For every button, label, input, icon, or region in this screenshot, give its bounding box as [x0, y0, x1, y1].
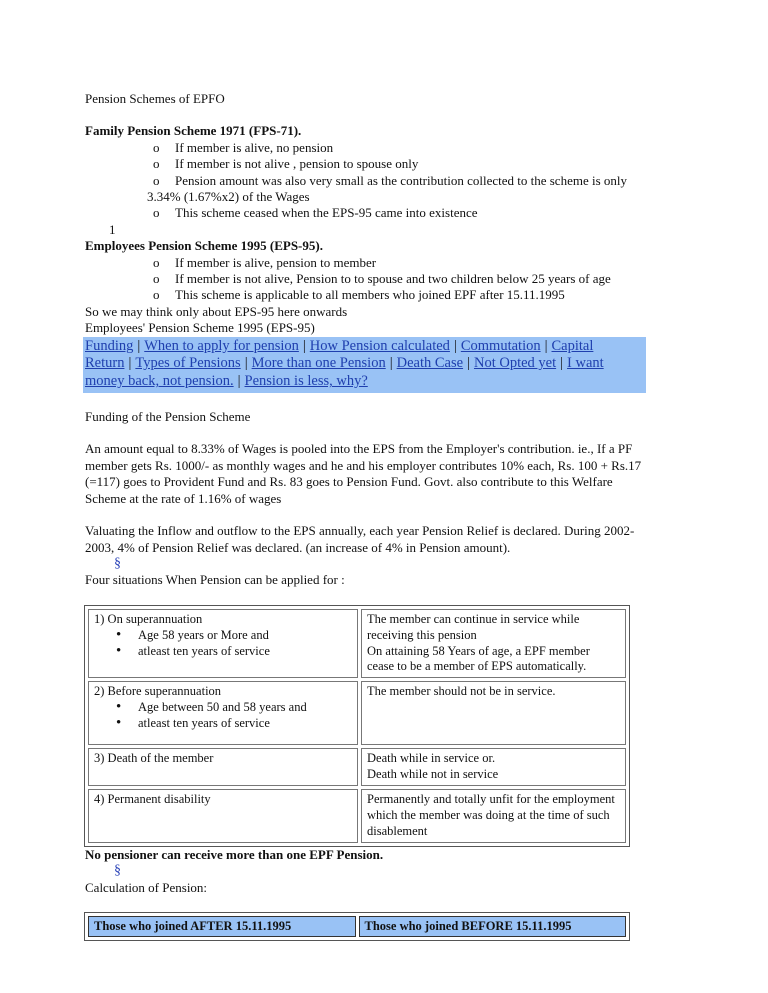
nav-link-pension-less[interactable]: Pension is less, why? — [244, 373, 368, 390]
table-row — [88, 789, 626, 843]
nav-link-funding[interactable]: Funding — [85, 337, 134, 354]
nav-separator: | — [560, 355, 564, 372]
table-row — [88, 748, 626, 786]
footnote-number: 1 — [109, 221, 116, 237]
table-cell — [361, 789, 626, 843]
list-item: • atleast ten years of service — [116, 716, 352, 732]
funding-heading: Funding of the Pension Scheme — [85, 409, 251, 425]
calculation-heading: Calculation of Pension: — [85, 879, 208, 895]
table-cell — [88, 789, 358, 843]
fps-list-tail — [85, 205, 645, 221]
list-item: o If member is alive, no pension — [153, 140, 645, 156]
nav-link-types[interactable]: Types of Pensions — [135, 355, 241, 372]
list-item: o If member is not alive, Pension to to spouse and two children below 25 years of age — [153, 271, 645, 287]
nav-link-commutation[interactable]: Commutation — [460, 337, 541, 354]
table-row — [88, 916, 626, 936]
cell-text: Permanently and totally unfit for the employment which the member was doing at the time of such disablement — [367, 792, 615, 838]
page-title: Pension Schemes of EPFO — [85, 91, 225, 106]
nav-link-capital-return[interactable]: Capital Return — [85, 337, 594, 372]
nav-separator: | — [389, 355, 393, 372]
table-cell — [361, 681, 626, 745]
nav-link-when-apply[interactable]: When to apply for pension — [144, 337, 299, 354]
eps-heading: Employees Pension Scheme 1995 (EPS-95). — [85, 238, 323, 254]
table-cell — [361, 748, 626, 786]
table-cell — [88, 748, 358, 786]
nav-separator: | — [128, 355, 132, 372]
situations-table — [84, 605, 630, 847]
row-title: 2) Before superannuation — [94, 684, 222, 699]
table-cell — [88, 681, 358, 745]
fps-item-continuation: 3.34% (1.67%x2) of the Wages — [147, 189, 310, 205]
list-item: • Age 58 years or More and — [116, 628, 352, 644]
section-anchor-link[interactable]: § — [114, 555, 121, 571]
row-title: 3) Death of the member — [94, 751, 214, 766]
nav-separator: | — [237, 373, 241, 390]
list-item: • Age between 50 and 58 years and — [116, 700, 352, 716]
section-anchor-link[interactable]: § — [114, 863, 121, 879]
eps-note: So we may think only about EPS-95 here onwards — [85, 303, 348, 319]
cell-text: Death while in service or. — [367, 751, 496, 766]
nav-link-death-case[interactable]: Death Case — [396, 355, 464, 372]
cell-text: The member should not be in service. — [367, 684, 556, 699]
nav-separator: | — [244, 355, 248, 372]
eps-list — [85, 255, 645, 304]
nav-separator: | — [453, 337, 457, 354]
nav-link-more-than-one[interactable]: More than one Pension — [251, 355, 386, 372]
nav-link-money-back[interactable]: I want money back, not pension. — [85, 355, 604, 390]
list-item: • atleast ten years of service — [116, 644, 352, 660]
nav-link-bar — [83, 337, 646, 393]
single-pension-note: No pensioner can receive more than one EPF Pension. — [85, 846, 384, 862]
nav-separator: | — [302, 337, 306, 354]
nav-separator: | — [544, 337, 548, 354]
cell-text: The member can continue in service while receiving this pension — [367, 611, 580, 642]
eps-title-line: Employees' Pension Scheme 1995 (EPS-95) — [85, 320, 315, 336]
bullet-list — [94, 700, 352, 732]
cell-text: On attaining 58 Years of age, a EPF member cease to be a member of EPS automatically. — [367, 643, 590, 674]
nav-separator: | — [467, 355, 470, 372]
nav-link-how-calculated[interactable]: How Pension calculated — [309, 337, 450, 354]
list-item: o This scheme ceased when the EPS-95 came into existence — [153, 205, 645, 221]
nav-separator: | — [137, 337, 141, 354]
list-item: o If member is alive, pension to member — [153, 255, 645, 271]
table-row — [88, 609, 626, 679]
pension-relief-paragraph: Valuating the Inflow and outflow to the EPS annually, each year Pension Relief is declared. During 2002-2003, 4% of Pension Relief was declared. (an increase of 4% in Pension amount). — [85, 523, 635, 555]
list-item: o If member is not alive , pension to spouse only — [153, 156, 645, 172]
document-page — [85, 91, 645, 941]
fps-list — [85, 140, 645, 189]
bullet-list — [94, 628, 352, 660]
list-item: o Pension amount was also very small as the contribution collected to the scheme is only — [153, 173, 645, 189]
column-header-after: Those who joined AFTER 15.11.1995 — [88, 916, 356, 936]
table-cell — [88, 609, 358, 679]
funding-paragraph: An amount equal to 8.33% of Wages is pooled into the EPS from the Employer's contribution. ie., If a PF member gets Rs. 1000/- as monthly wages and he and his employer contributes 10% each, Rs. 100 + Rs.17 (=117) goes to Provident Fund and Rs. 83 goes to Pension Fund. Govt. also contribute to this Welfare Scheme at the rate of 1.16% of wages — [85, 441, 642, 506]
column-header-before: Those who joined BEFORE 15.11.1995 — [359, 916, 627, 936]
row-title: 1) On superannuation — [94, 611, 203, 626]
nav-link-not-opted[interactable]: Not Opted yet — [473, 355, 557, 372]
situations-heading: Four situations When Pension can be applied for : — [85, 572, 345, 588]
list-item: o This scheme is applicable to all members who joined EPF after 15.11.1995 — [153, 287, 645, 303]
cell-text: Death while not in service — [367, 767, 499, 782]
calculation-table-header — [84, 912, 630, 940]
table-cell — [361, 609, 626, 679]
table-row — [88, 681, 626, 745]
fps-heading: Family Pension Scheme 1971 (FPS-71). — [85, 123, 302, 139]
row-title: 4) Permanent disability — [94, 792, 211, 807]
